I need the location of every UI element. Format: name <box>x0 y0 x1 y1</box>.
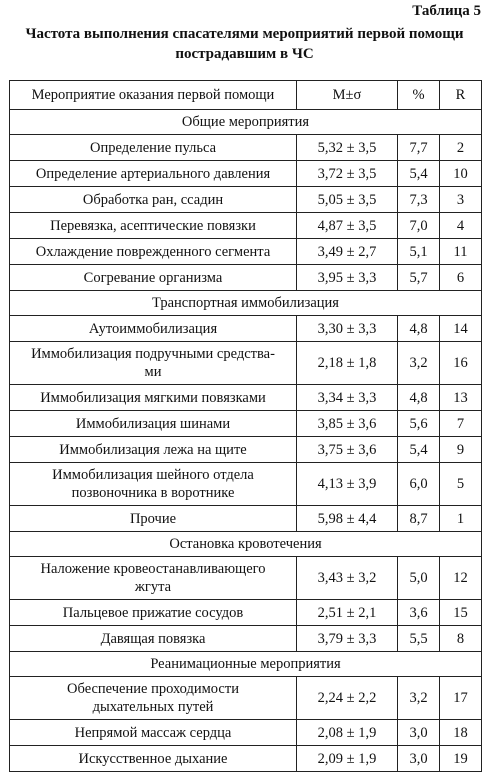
m-sigma-cell: 3,49 ± 2,7 <box>297 239 398 265</box>
percent-cell: 5,4 <box>398 437 440 463</box>
measure-line-1: Обеспечение проходимости <box>67 681 239 697</box>
measure-cell: Иммобилизация лежа на щите <box>10 437 297 463</box>
percent-cell: 6,0 <box>398 463 440 506</box>
measure-cell: Иммобилизация мягкими повязками <box>10 385 297 411</box>
m-sigma-cell: 3,75 ± 3,6 <box>297 437 398 463</box>
m-sigma-cell: 2,09 ± 1,9 <box>297 746 398 772</box>
table-row <box>10 463 482 506</box>
percent-cell: 5,7 <box>398 265 440 291</box>
table-row <box>10 557 482 600</box>
header-m-sigma: M±σ <box>297 81 398 110</box>
rank-cell: 18 <box>440 720 482 746</box>
percent-cell: 7,0 <box>398 213 440 239</box>
table-row <box>10 213 482 239</box>
m-sigma-cell: 4,87 ± 3,5 <box>297 213 398 239</box>
percent-cell: 3,6 <box>398 600 440 626</box>
section-row <box>10 110 482 135</box>
percent-cell: 4,8 <box>398 385 440 411</box>
percent-cell: 3,2 <box>398 677 440 720</box>
m-sigma-cell: 5,98 ± 4,4 <box>297 506 398 532</box>
percent-cell: 5,6 <box>398 411 440 437</box>
section-row <box>10 652 482 677</box>
table-row <box>10 385 482 411</box>
percent-cell: 5,0 <box>398 557 440 600</box>
measure-cell: Пальцевое прижатие сосудов <box>10 600 297 626</box>
table-row <box>10 316 482 342</box>
percent-cell: 7,3 <box>398 187 440 213</box>
measure-cell <box>10 677 297 720</box>
m-sigma-cell: 2,18 ± 1,8 <box>297 342 398 385</box>
rank-cell: 4 <box>440 213 482 239</box>
measure-cell: Определение артериального давления <box>10 161 297 187</box>
table-row <box>10 600 482 626</box>
measure-cell: Прочие <box>10 506 297 532</box>
rank-cell: 7 <box>440 411 482 437</box>
percent-cell: 8,7 <box>398 506 440 532</box>
m-sigma-cell: 5,05 ± 3,5 <box>297 187 398 213</box>
rank-cell: 6 <box>440 265 482 291</box>
table-row <box>10 720 482 746</box>
measure-cell: Перевязка, асептические повязки <box>10 213 297 239</box>
rank-cell: 9 <box>440 437 482 463</box>
table-number-label: Таблица 5 <box>412 3 481 19</box>
table-row <box>10 135 482 161</box>
header-measure: Мероприятие оказания первой помощи <box>10 81 297 110</box>
percent-cell: 5,5 <box>398 626 440 652</box>
rank-cell: 3 <box>440 187 482 213</box>
m-sigma-cell: 3,79 ± 3,3 <box>297 626 398 652</box>
rank-cell: 19 <box>440 746 482 772</box>
section-row <box>10 532 482 557</box>
measure-cell: Охлаждение поврежденного сегмента <box>10 239 297 265</box>
percent-cell: 3,0 <box>398 720 440 746</box>
caption-line-2: пострадавшим в ЧС <box>175 46 314 62</box>
rank-cell: 14 <box>440 316 482 342</box>
measure-cell <box>10 463 297 506</box>
rank-cell: 10 <box>440 161 482 187</box>
first-aid-frequency-table <box>9 80 482 772</box>
rank-cell: 11 <box>440 239 482 265</box>
measure-line-2: жгута <box>134 579 172 595</box>
m-sigma-cell: 2,08 ± 1,9 <box>297 720 398 746</box>
section-row <box>10 291 482 316</box>
table-row <box>10 187 482 213</box>
section-title: Общие мероприятия <box>10 110 482 135</box>
measure-line-1: Иммобилизация шейного отдела <box>52 467 254 483</box>
percent-cell: 5,4 <box>398 161 440 187</box>
percent-cell: 7,7 <box>398 135 440 161</box>
m-sigma-cell: 3,95 ± 3,3 <box>297 265 398 291</box>
rank-cell: 1 <box>440 506 482 532</box>
m-sigma-cell: 3,34 ± 3,3 <box>297 385 398 411</box>
percent-cell: 3,0 <box>398 746 440 772</box>
table-row <box>10 677 482 720</box>
measure-cell <box>10 342 297 385</box>
table-row <box>10 411 482 437</box>
measure-cell: Определение пульса <box>10 135 297 161</box>
measure-line-2: позвоночника в воротнике <box>71 485 235 501</box>
measure-cell: Иммобилизация шинами <box>10 411 297 437</box>
section-title: Остановка кровотечения <box>10 532 482 557</box>
percent-cell: 5,1 <box>398 239 440 265</box>
rank-cell: 2 <box>440 135 482 161</box>
m-sigma-cell: 3,85 ± 3,6 <box>297 411 398 437</box>
rank-cell: 17 <box>440 677 482 720</box>
rank-cell: 15 <box>440 600 482 626</box>
measure-cell: Обработка ран, ссадин <box>10 187 297 213</box>
m-sigma-cell: 2,24 ± 2,2 <box>297 677 398 720</box>
rank-cell: 16 <box>440 342 482 385</box>
table-row <box>10 626 482 652</box>
m-sigma-cell: 3,43 ± 3,2 <box>297 557 398 600</box>
measure-cell: Согревание организма <box>10 265 297 291</box>
m-sigma-cell: 2,51 ± 2,1 <box>297 600 398 626</box>
m-sigma-cell: 3,30 ± 3,3 <box>297 316 398 342</box>
percent-cell: 4,8 <box>398 316 440 342</box>
section-title: Реанимационные мероприятия <box>10 652 482 677</box>
table-row <box>10 239 482 265</box>
measure-cell: Искусственное дыхание <box>10 746 297 772</box>
rank-cell: 13 <box>440 385 482 411</box>
header-percent: % <box>398 81 440 110</box>
table-row <box>10 342 482 385</box>
caption-line-1: Частота выполнения спасателями мероприятий первой помощи <box>25 26 464 42</box>
rank-cell: 5 <box>440 463 482 506</box>
rank-cell: 8 <box>440 626 482 652</box>
m-sigma-cell: 3,72 ± 3,5 <box>297 161 398 187</box>
table-caption <box>0 24 489 64</box>
measure-line-2: дыхательных путей <box>92 699 214 715</box>
m-sigma-cell: 4,13 ± 3,9 <box>297 463 398 506</box>
table-row <box>10 265 482 291</box>
table-row <box>10 437 482 463</box>
measure-cell: Давящая повязка <box>10 626 297 652</box>
table-row <box>10 506 482 532</box>
measure-cell: Непрямой массаж сердца <box>10 720 297 746</box>
measure-line-2: ми <box>144 364 162 380</box>
table-row <box>10 161 482 187</box>
measure-cell: Аутоиммобилизация <box>10 316 297 342</box>
rank-cell: 12 <box>440 557 482 600</box>
measure-cell <box>10 557 297 600</box>
percent-cell: 3,2 <box>398 342 440 385</box>
measure-line-1: Наложение кровеостанавливающего <box>40 561 266 577</box>
header-row <box>10 81 482 110</box>
section-title: Транспортная иммобилизация <box>10 291 482 316</box>
measure-line-1: Иммобилизация подручными средства- <box>31 346 275 362</box>
table-row <box>10 746 482 772</box>
m-sigma-cell: 5,32 ± 3,5 <box>297 135 398 161</box>
header-rank: R <box>440 81 482 110</box>
